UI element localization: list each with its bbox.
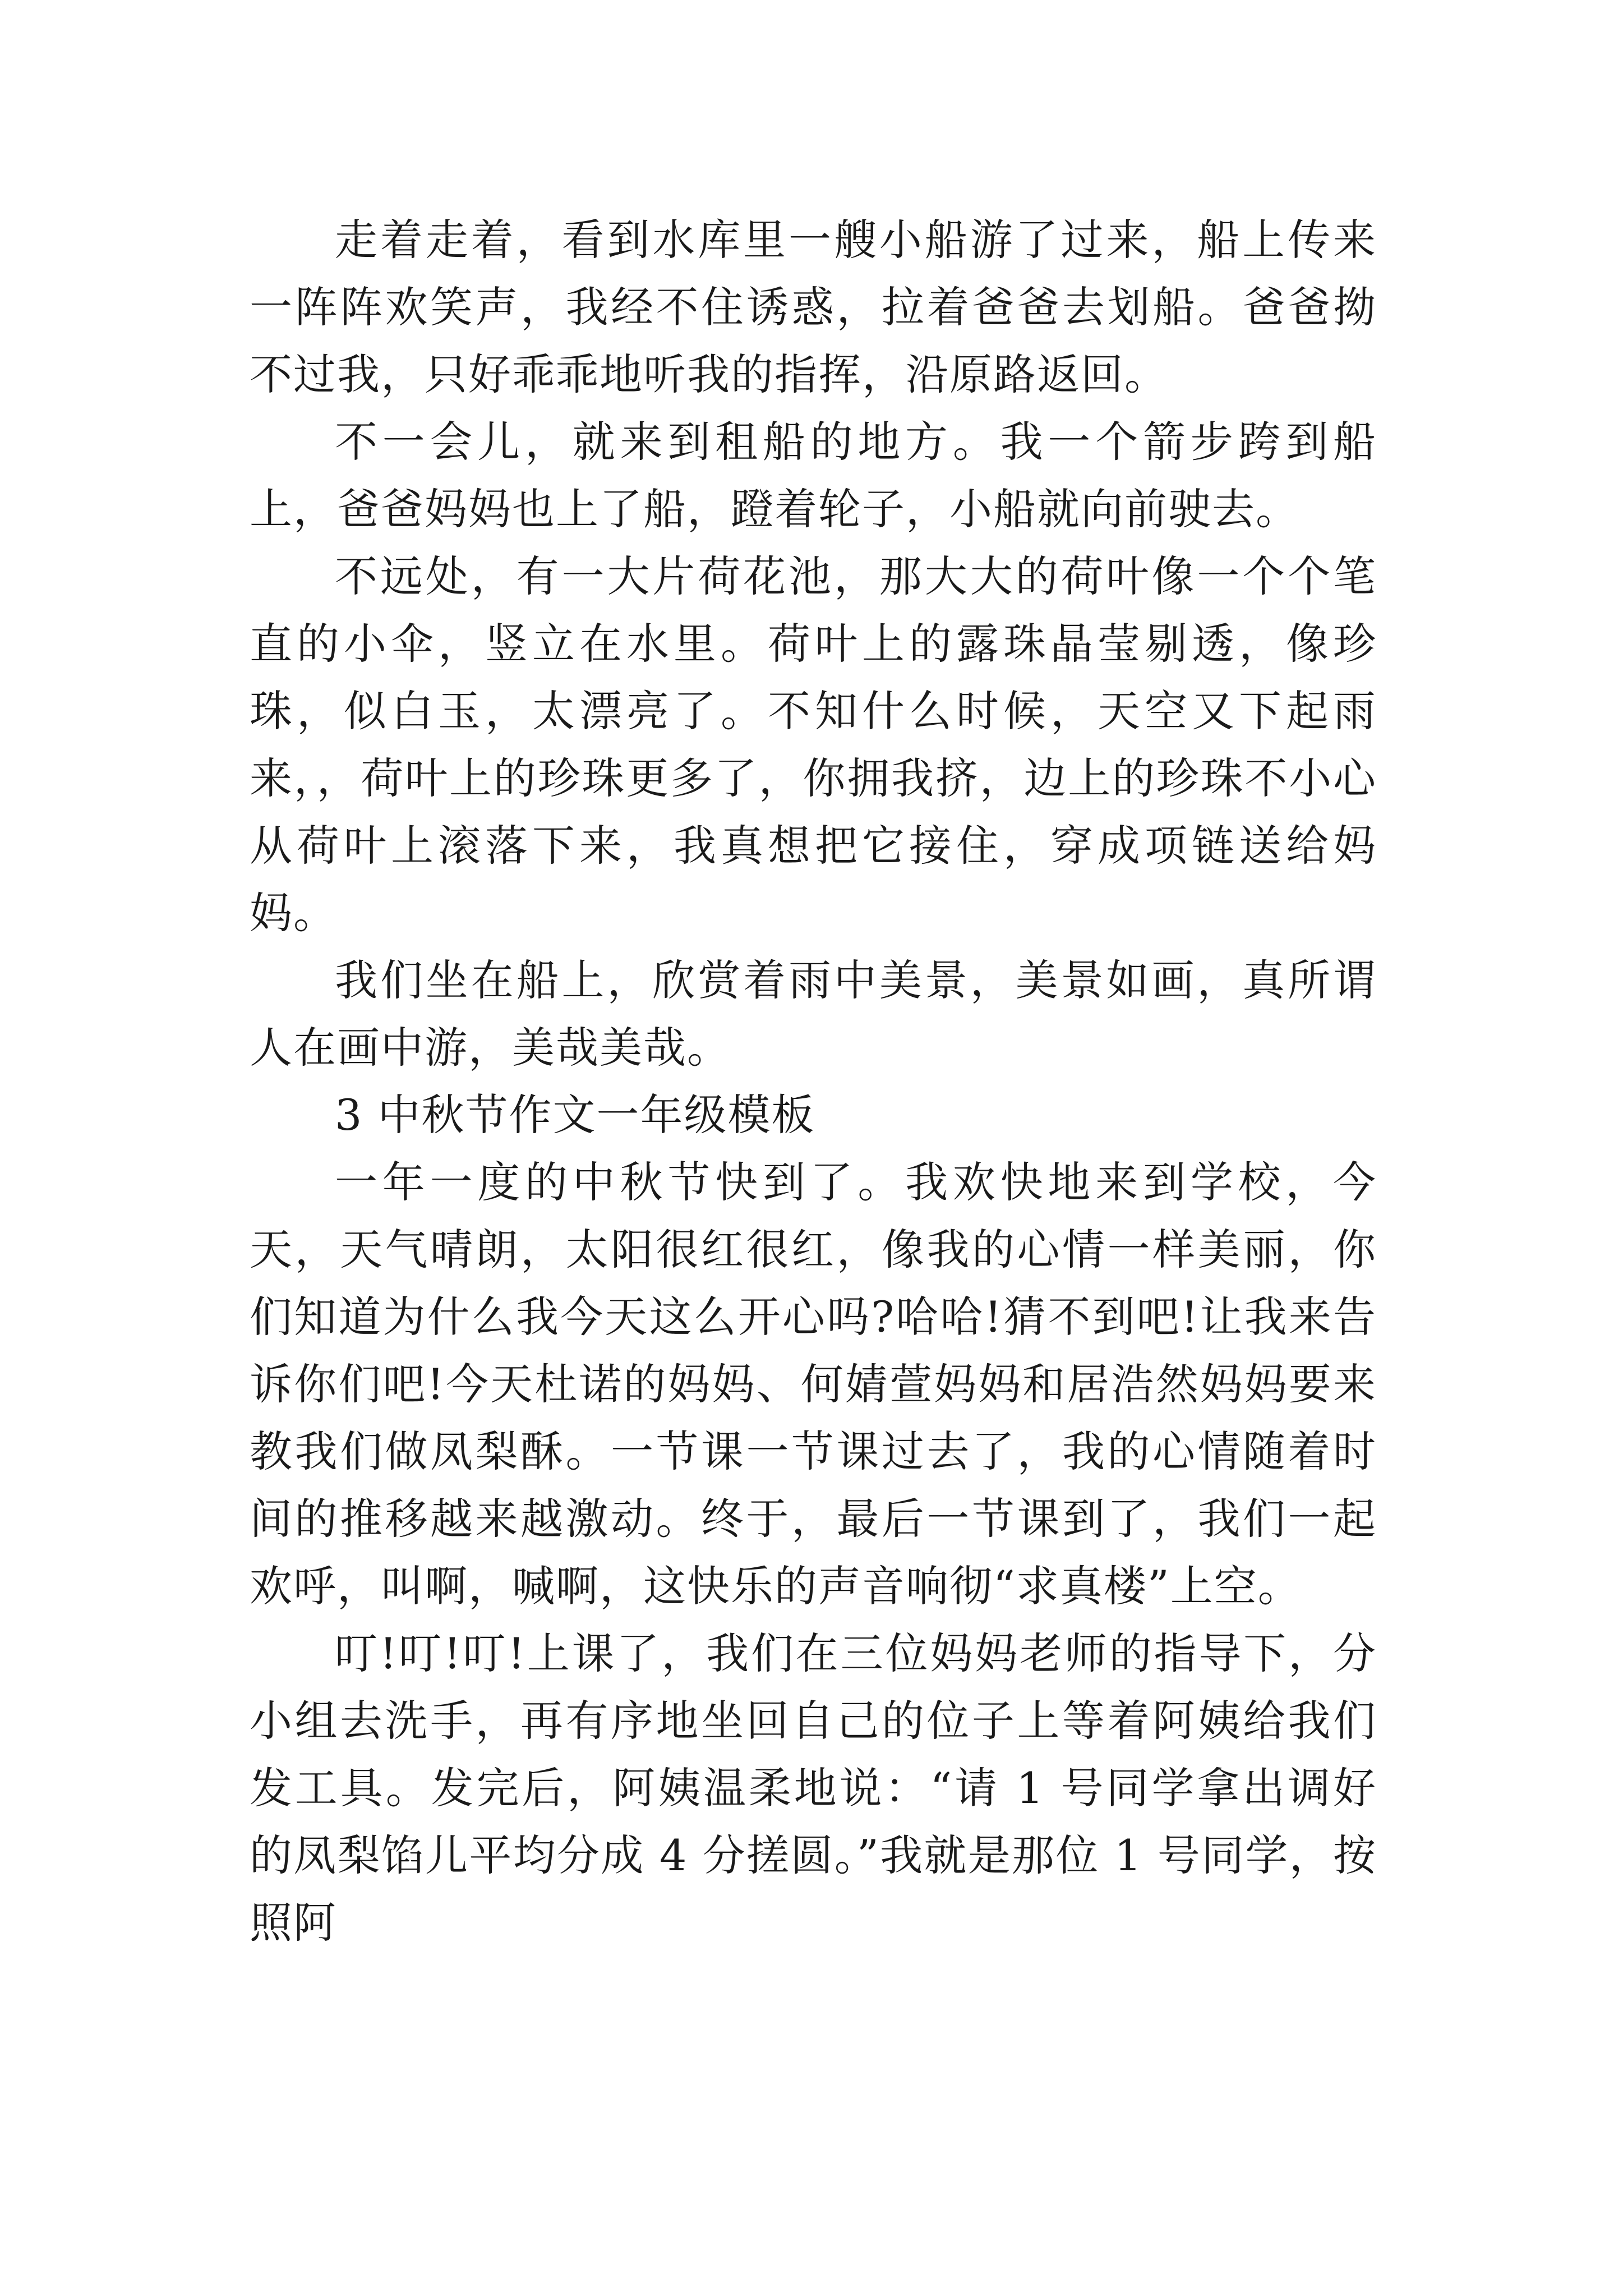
- paragraph: 我们坐在船上，欣赏着雨中美景，美景如画，真所谓人在画中游，美哉美哉。: [250, 955, 1377, 1073]
- paragraph: 不远处，有一大片荷花池，那大大的荷叶像一个个笔直的小伞，竖立在水里。荷叶上的露珠晶莹剔透，像珍珠，似白玉，太漂亮了。不知什么时候，天空又下起雨来，，荷叶上的珍珠更多了，你拥我挤，边上的珍珠不小心从荷叶上滚落下来，我真想把它接住，穿成项链送给妈妈。: [250, 551, 1377, 938]
- paragraph: 走着走着，看到水库里一艘小船游了过来，船上传来一阵阵欢笑声，我经不住诱惑，拉着爸爸去划船。爸爸拗不过我，只好乖乖地听我的指挥，沿原路返回。: [250, 215, 1377, 399]
- section-heading: 3 中秋节作文一年级模板: [335, 1090, 815, 1140]
- document-body: [250, 206, 1377, 1957]
- paragraph: 叮!叮!叮!上课了，我们在三位妈妈老师的指导下，分小组去洗手，再有序地坐回自己的位子上等着阿姨给我们发工具。发完后，阿姨温柔地说：“请 1 号同学拿出调好的凤梨馅儿平均分成 4 分搓圆。”我就是那位 1 号同学，按照阿: [250, 1628, 1377, 1948]
- paragraph: 不一会儿，就来到租船的地方。我一个箭步跨到船上，爸爸妈妈也上了船，蹬着轮子，小船就向前驶去。: [250, 417, 1377, 534]
- paragraph: 一年一度的中秋节快到了。我欢快地来到学校，今天，天气晴朗，太阳很红很红，像我的心情一样美丽，你们知道为什么我今天这么开心吗?哈哈!猜不到吧!让我来告诉你们吧!今天杜诺的妈妈、何婧萱妈妈和居浩然妈妈要来教我们做凤梨酥。一节课一节课过去了，我的心情随着时间的推移越来越激动。终于，最后一节课到了，我们一起欢呼，叫啊，喊啊，这快乐的声音响彻“求真楼”上空。: [250, 1157, 1377, 1611]
